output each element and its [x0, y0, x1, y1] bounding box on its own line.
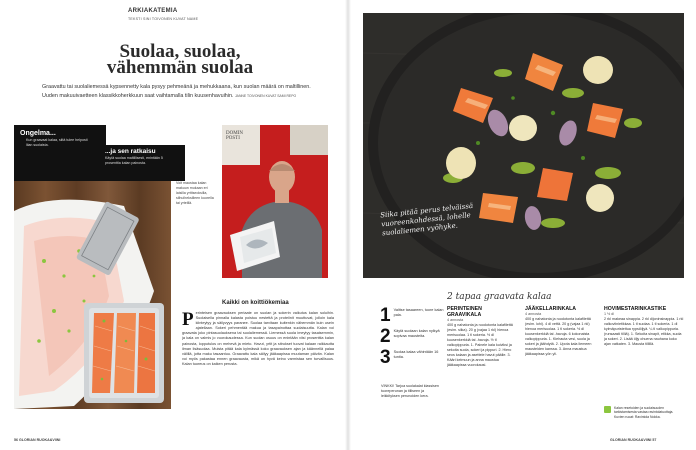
fish-board-photo — [14, 181, 171, 409]
lead-line-1: Graavattu tai suolaliemessä kypsennetty kala pysyy pehmeänä ja mehukkaana, kun suolan määrä on maltillinen. — [42, 84, 311, 90]
step-2-number: 2 — [380, 326, 391, 347]
recipe-cellar-serving: 4 annosta — [525, 312, 542, 316]
steps-list — [380, 306, 444, 369]
step-1 — [380, 306, 444, 327]
chef-portrait-photo — [222, 125, 328, 278]
section-kicker: ARKIAKATEMIA — [128, 8, 178, 14]
portrait-caption: Voit maustaa kalan makuun mukaan eri laisilla yrttiseoksilla, siihuiheksilleen kuorella tai yrteillä. — [176, 181, 214, 205]
section-heading: Kaikki on koittiökemiaa — [222, 300, 289, 306]
article-body — [182, 311, 334, 411]
step-3-number: 3 — [380, 347, 391, 368]
problem-heading: Ongelma... — [20, 130, 56, 137]
lead-paragraph — [42, 83, 332, 101]
headline-line-2: vähemmän suolaa — [106, 57, 254, 78]
recipe-traditional-title: PERINTEINEN GRAAVIKALA — [447, 306, 482, 318]
recipe-traditional-serving: 4 annosta — [447, 318, 464, 322]
plate-illustration — [363, 13, 684, 278]
step-2 — [380, 327, 444, 348]
recipe-cellar-title: JÄÄKELLARINKALA — [525, 306, 577, 312]
step-1-text: Valitse tasaareen, tuore kalan pala. — [393, 308, 444, 317]
recipe-sauce-serving: 1 ½ dl — [604, 312, 615, 316]
lead-credit: JANNE TOIVONEN KUVAT SAMI REPO — [234, 94, 297, 98]
step-3-text: Suolaa kalaa vähintään 16 tuntia. — [393, 350, 439, 359]
solution-heading: ...ja sen ratkaisu — [105, 148, 156, 155]
wall-sign-text: DOMIN POSTI — [226, 131, 243, 141]
step-2-text: Käytä suolaan kalan nylkyä sopivaa mausteita. — [393, 329, 440, 338]
fish-board-illustration — [14, 181, 171, 409]
lead-line-2: Uuden makuuivaetteen klassikkoherkkuun saat vaihtamalla tilin kuusenhavuihin. — [42, 93, 234, 99]
solution-callout — [100, 145, 185, 181]
step-1-number: 1 — [380, 305, 391, 326]
article-body-text: erinteisen graavauksen periaate on suolan ja sokerin vaikutus kalan soluihin. Suolaisella pinnalla kalasta poistuu nestettä ja proteiinit muuttuvat, jolloin kala kiinteytyy ja säilyvyys paranee. Suolaa tarvitaan kuitenkin vähemmän kuin usein ajatellaan. Sokeri pehmentää makua ja tasapainottaa suolaisuutta. Kalan voi graavata joko pintasuolauksena tai suolaliemessä. Liemessä suola imeytyy tasaisemmin, ja kala on valmis jo vuorokaudessa. Kun suolan osuus on enintään viisi prosenttia kalan painosta, lopputulos on mehevä ja mieto. Havut, yrtit ja sitrukset tuovat kalaan raikkautta ilman lisäsuolaa. Muista pitää kala kylmässä koko graavauksen ajan ja käännellä palaa välillä, jotta maku tasaantuu. Graavattu kala säilyy jääkaapissa muutaman päivän. Kalan voi myös pakastaa ennen graavausta, mikä on hyvä keino varmistaa sen turvallisuus. Kalan tuoreus on kaiken perusta. — [182, 311, 334, 366]
top-byline: TEKSTI SINI TOIVONEN KUVAT NAME — [128, 17, 199, 21]
lead-line-2-row — [42, 92, 332, 101]
recipe-cellar — [525, 306, 595, 407]
leaf-icon — [604, 406, 611, 413]
headline-line-1: Suolaa, suolaa, — [119, 41, 241, 62]
plate-handwritten-note: Siika pitää perus telväissä vuoreenkohdessä, lohelle suolaliemen vyöhyke. — [379, 201, 474, 238]
recipe-sauce-title: HOVIMESTARINKASTIKE — [604, 306, 667, 312]
headline — [80, 41, 280, 78]
step-3 — [380, 348, 444, 369]
recipe-note-text: Kalan resetoiden ja suolaisuuden tarkistamisesta vastaa ravintolatuottaja. Kuvien ruoat: Ravintola Nokka. — [614, 406, 674, 419]
problem-callout — [14, 125, 106, 181]
plated-fish-photo — [363, 13, 684, 278]
drop-cap: P — [182, 311, 194, 330]
recipe-sauce-text: 2 rkl makeaa sinappia. 2 rkl dijoninsinappia. 1 rkl valkoviinietikkaa. 1 tl suolaa. 1 tl sokeria. 1 dl kylmäpuristettua rypsiöljyä. ¼ tl valkopippuria. (runsaasti tilliä). 1. Sekoita sinapit, etikka, suola ja sokeri. 2. Lisää öljy ohuena nauhana koko ajan vatkaten. 3. Mausta tillillä. — [604, 317, 684, 346]
recipe-traditional-text: 400 g nahatonta ja ruodotonta kalafilettä (esim. siika). 20 g (vajaa 1 rkl) hienoa merisuolaa. 1 tl sokeria. ½ dl kuusenkerkkiä tai -havuja. ½ tl valkopippuria. 1. Painele kala kuiviksi ja sekoita suola, sokeri ja pippuri. 2. Hiero seos kalaan ja asettele havut päälle. 3. Kääri kelmuun ja anna maustua jääkaapissa vuorokausi. — [447, 323, 513, 367]
right-folio: GLORIAN RUOKA&VIINI 57 — [610, 438, 657, 442]
recipe-sauce — [604, 306, 684, 387]
recipe-traditional — [447, 306, 517, 413]
left-folio: 56 GLORIAN RUOKA&VIINI — [14, 438, 61, 442]
problem-text: Kun graavaat kalaa, siitä tulee helposti liian suolaista. — [26, 138, 88, 147]
recipe-note — [604, 406, 684, 419]
solution-text: Käytä suolaa maltillisesti, enintään 5 prosenttia kalan painosta. — [105, 156, 163, 165]
chef-illustration — [222, 125, 328, 278]
steps-title: 2 tapaa graavata kalaa — [447, 292, 552, 302]
recipe-cellar-text: 400 g nahatonta ja ruodotonta kalafilettä (esim. lohi). 4 dl vettä. 20 g (vajaa 1 rkl) hienoa merisuolaa. 1 tl sokeria. ½ dl kuusenkerkkiä tai -havuja. 6 kokonaista valkopippuria. 1. Kiehauta vesi, suola ja sokeri ja jäähdytä. 2. Upota kala liemeen mausteiden kanssa. 3. Anna maustua jääkaapissa yön yli. — [525, 317, 592, 356]
serving-tip: VINKKI! Tarjoa suolakalat klassisen tuoreperunan ja tilliseen ja leikkityksen perunoiden kera. — [381, 384, 439, 398]
